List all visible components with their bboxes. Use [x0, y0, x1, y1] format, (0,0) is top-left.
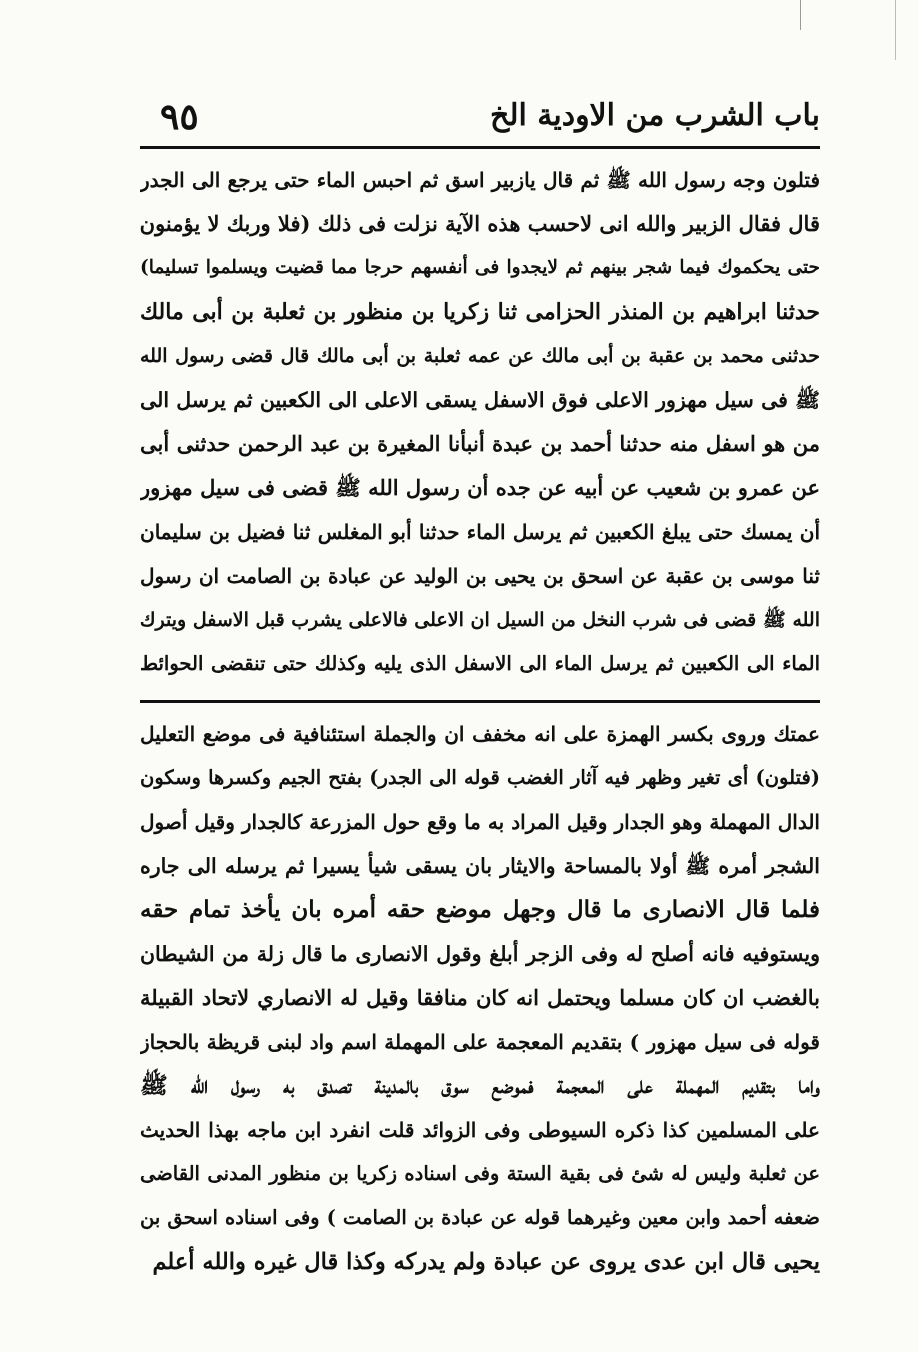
commentary-line: (فتلون) أى تغير وظهر فيه آثار الغضب قوله الى الجدر) بفتح الجيم وكسرها وسكون [140, 766, 820, 789]
text-line: عن عمرو بن شعيب عن أبيه عن جده أن رسول الله ﷺ قضى فى سيل مهزور [140, 475, 820, 500]
commentary-text [140, 712, 820, 1284]
commentary-line: فلما قال الانصارى ما قال وجهل موضع حقه أمره بان يأخذ تمام حقه [140, 896, 820, 923]
running-title: باب الشرب من الاودية الخ [489, 98, 820, 133]
text-line: الماء الى الكعبين ثم يرسل الماء الى الاسفل الذى يليه وكذلك حتى تنقضى الحوائط [140, 652, 820, 675]
commentary-line: على المسلمين كذا ذكره السيوطى وفى الزوائد قلت انفرد ابن ماجه بهذا الحديث [140, 1118, 820, 1142]
text-line: الله ﷺ قضى فى شرب النخل من السيل ان الاعلى فالاعلى يشرب قبل الاسفل ويترك [140, 609, 820, 631]
text-line: ثنا موسى بن عقبة عن اسحق بن يحيى بن الوليد عن عبادة بن الصامت ان رسول [140, 564, 820, 588]
commentary-line: بالغضب ان كان مسلما ويحتمل انه كان منافقا وقيل له الانصاري لاتحاد القبيلة [140, 985, 820, 1010]
commentary-line: الدال المهملة وهو الجدار وقيل المراد به ما وقع حول المزرعة كالجدار وقيل أصول [140, 810, 820, 834]
page-number: ٩٥ [160, 96, 199, 138]
text-line: قال فقال الزبير والله انى لاحسب هذه الآية نزلت فى ذلك (فلا وربك لا يؤمنون [140, 211, 820, 236]
text-line: حتى يحكموك فيما شجر بينهم ثم لايجدوا فى أنفسهم حرجا مما قضيت ويسلموا تسليما) [140, 257, 820, 278]
commentary-line: عمتك وروى بكسر الهمزة على انه مخفف ان والجملة استئنافية فى موضع التعليل [140, 722, 820, 746]
text-line: من هو اسفل منه حدثنا أحمد بن عبدة أنبأنا المغيرة بن عبد الرحمن حدثنى أبى [140, 431, 820, 456]
commentary-line: يحيى قال ابن عدى يروى عن عبادة ولم يدركه وكذا قال غيره والله أعلم [152, 1249, 820, 1275]
text-line: أن يمسك حتى يبلغ الكعبين ثم يرسل الماء حدثنا أبو المغلس ثنا فضيل بن سليمان [140, 520, 820, 544]
commentary-line: الشجر أمره ﷺ أولا بالمساحة والايثار بان يسقى شيأ يسيرا ثم يرسله الى جاره [140, 854, 820, 878]
page-header [140, 90, 820, 140]
commentary-line: ويستوفيه فانه أصلح له وفى الزجر أبلغ وقول الانصارى ما قال زلة من الشيطان [140, 942, 820, 966]
commentary-line: قوله فى سيل مهزور ) بتقديم المعجمة على المهملة اسم واد لبنى قريظة بالحجاز [140, 1030, 820, 1054]
text-line: حدثنا ابراهيم بن المنذر الحزامى ثنا زكريا بن منظور بن ثعلبة بن أبى مالك [140, 299, 820, 325]
page-fold-mark [800, 0, 801, 30]
header-rule [140, 146, 820, 149]
text-line: ﷺ فى سيل مهزور الاعلى فوق الاسفل يسقى الاعلى الى الكعبين ثم يرسل الى [140, 388, 820, 412]
commentary-line: واما بتقديم المهملة على المعجمة فموضع سوق بالمدينة تصدق به رسول الله ﷺ [140, 1072, 820, 1099]
commentary-line: عن ثعلبة وليس له شئ فى بقية الستة وفى اسناده زكريا بن منظور المدنى القاضى [140, 1162, 820, 1185]
main-text [140, 158, 820, 686]
text-line: فتلون وجه رسول الله ﷺ ثم قال يازبير اسق ثم احبس الماء حتى يرجع الى الجدر [140, 168, 820, 192]
section-divider [140, 700, 820, 703]
page-edge-mark [895, 0, 896, 60]
commentary-line: ضعفه أحمد وابن معين وغيرهما قوله عن عبادة بن الصامت ) وفى اسناده اسحق بن [140, 1206, 820, 1229]
text-line: حدثنى محمد بن عقبة بن أبى مالك عن عمه ثعلبة بن أبى مالك قال قضى رسول الله [140, 345, 820, 367]
